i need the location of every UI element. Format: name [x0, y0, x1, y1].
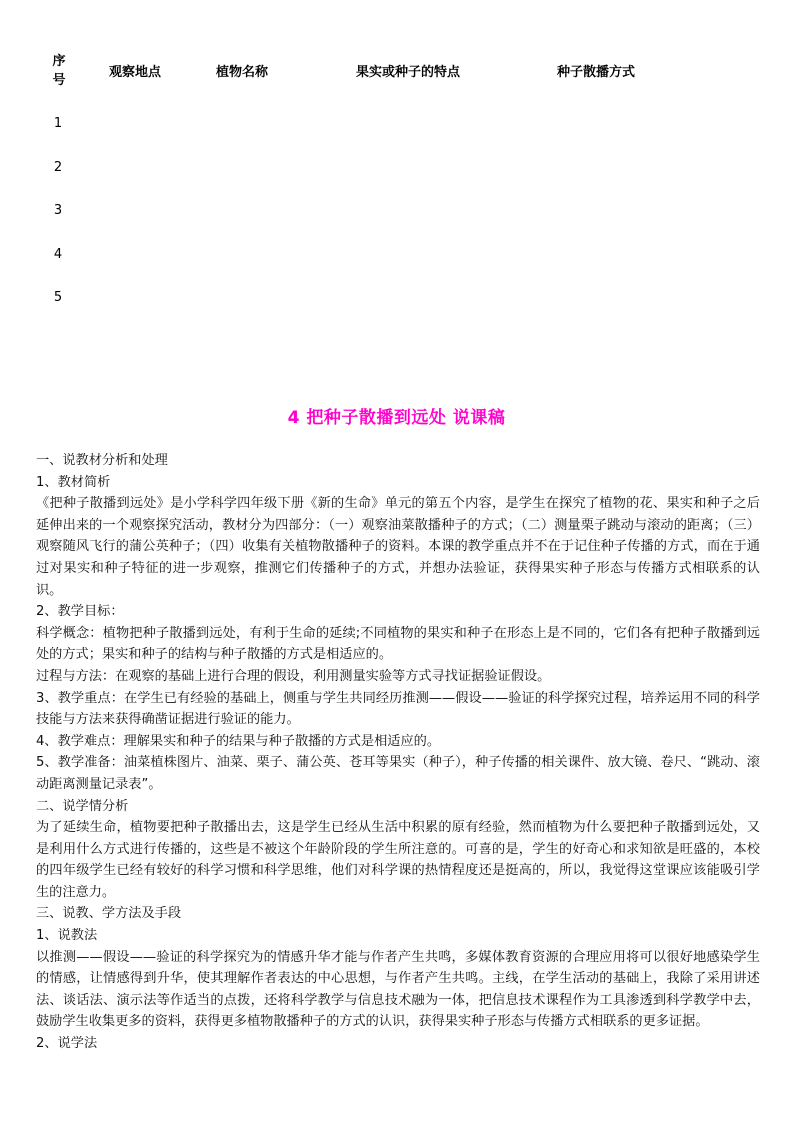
- table-row-number: 3: [53, 203, 63, 218]
- table-row-number: 4: [53, 247, 63, 262]
- body-paragraph: 科学概念：植物把种子散播到远处，有利于生命的延续;不同植物的果实和种子在形态上是不同的，它们各有把种子散播到远处的方式；果实和种子的结构与种子散播的方式是相适应的。: [36, 625, 760, 663]
- subsection-heading: 2、教学目标：: [36, 604, 124, 620]
- table-header-plant: 植物名称: [216, 65, 269, 80]
- body-paragraph: 以推测——假设——验证的科学探究为的情感升华才能与作者产生共鸣，多媒体教育资源的合理应用将可以很好地感染学生的情感，让情感得到升华，使其理解作者表达的中心思想，与作者产生共鸣。主线，在学生活动的基础上，我除了采用讲述法、谈话法、演示法等作适当的点拨，还将科学教学与信息技术融为一体，把信息技术课程作为工具渗透到科学教学中去，鼓励学生收集更多的资料，获得更多植物散播种子的方式的认识，获得果实种子形态与传播方式相联系的更多证据。: [36, 949, 760, 1030]
- document-title: 4 把种子散播到远处 说课稿: [287, 408, 506, 428]
- table-row-number: 5: [53, 290, 63, 305]
- table-row-number: 1: [53, 116, 63, 131]
- section-heading: 一、说教材分析和处理: [36, 453, 168, 468]
- section-heading: 三、说教、学方法及手段: [36, 906, 182, 922]
- subsection-heading: 1、教材简析: [36, 474, 111, 490]
- table-header-feature: 果实或种子的特点: [356, 65, 461, 80]
- body-paragraph: 过程与方法：在观察的基础上进行合理的假设，利用测量实验等方式寻找证据验证假设。: [36, 668, 551, 684]
- body-paragraph: 《把种子散播到远处》是小学科学四年级下册《新的生命》单元的第五个内容，是学生在探究了植物的花、果实和种子之后延伸出来的一个观察探究活动，教材分为四部分：（一）观察油菜散播种子的方式；（二）测量栗子跳动与滚动的距离；（三）观察随风飞行的蒲公英种子；（四）收集有关植物散播种子的资料。本课的教学重点并不在于记住种子传播的方式，而在于通过对果实和种子特征的进一步观察，推测它们传播种子的方式，并想办法验证，获得果实种子形态与传播方式相联系的认识。: [36, 496, 760, 598]
- body-paragraph: 3、教学重点：在学生已有经验的基础上，侧重与学生共同经历推测——假设——验证的科学探究过程，培养运用不同的科学技能与方法来获得确凿证据进行验证的能力。: [36, 690, 760, 728]
- table-header-method: 种子散播方式: [557, 65, 636, 80]
- table-header-seq: 序号: [52, 54, 66, 88]
- body-paragraph: 为了延续生命，植物要把种子散播出去，这是学生已经从生活中积累的原有经验，然而植物为什么要把种子散播到远处，又是利用什么方式进行传播的，这些是不被这个年龄阶段的学生所注意的。可喜的是，学生的好奇心和求知欲是旺盛的，本校的四年级学生已经有较好的科学习惯和科学思维，他们对科学课的热情程度还是挺高的，所以，我觉得这堂课应该能吸引学生的注意力。: [36, 820, 760, 900]
- body-paragraph: 5、教学准备：油菜植株图片、油菜、栗子、蒲公英、苍耳等果实（种子），种子传播的相关课件、放大镜、卷尺、“跳动、滚动距离测量记录表”。: [36, 755, 760, 792]
- subsection-heading: 1、说教法: [36, 928, 98, 944]
- section-heading: 二、说学情分析: [36, 798, 129, 814]
- document-body: [36, 450, 760, 1055]
- table-row-number: 2: [53, 160, 63, 175]
- body-paragraph: 4、教学难点：理解果实和种子的结果与种子散播的方式是相适应的。: [36, 733, 441, 749]
- subsection-heading: 2、说学法: [36, 1036, 98, 1052]
- table-header-location: 观察地点: [109, 65, 162, 80]
